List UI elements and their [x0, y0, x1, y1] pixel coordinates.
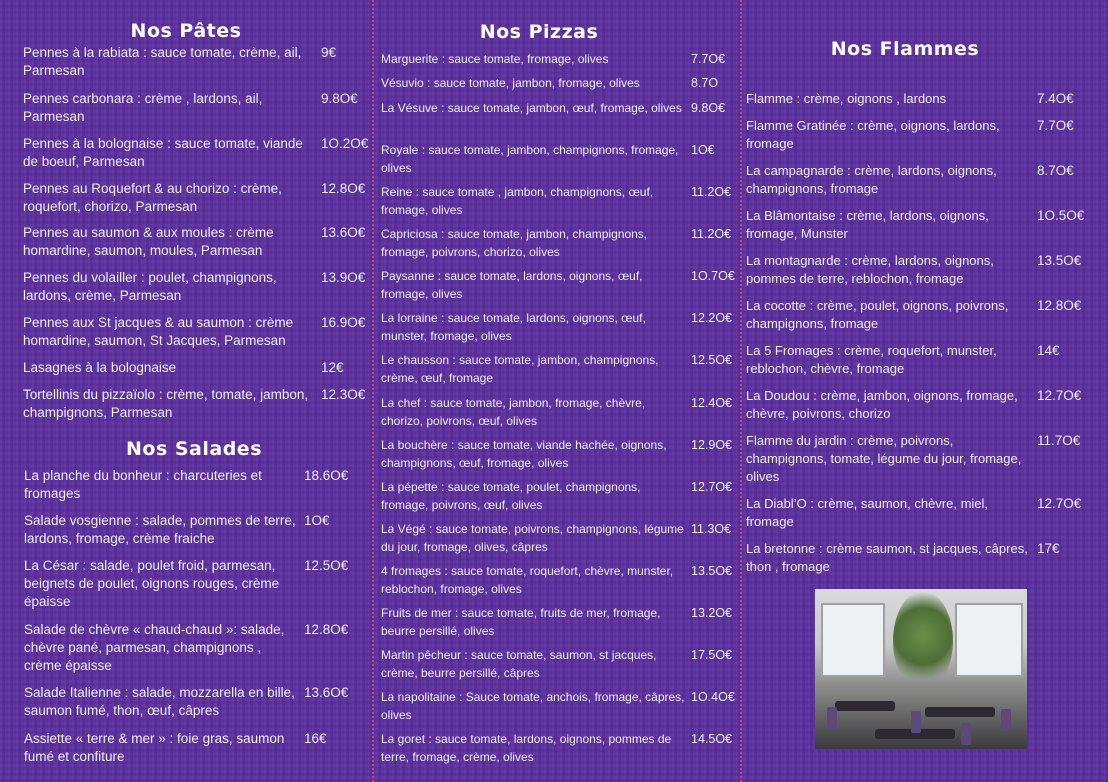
- item-price: 12.5O€: [691, 353, 733, 367]
- item-price: 11.2O€: [691, 227, 732, 241]
- item-price: 12.8O€: [1037, 298, 1082, 313]
- item-desc: Tortellinis du pizzaïolo : crème, tomate, jambon, champignons, Parmesan: [23, 387, 309, 420]
- item-price: 1O.4O€: [691, 690, 735, 704]
- item-price: 7.7O€: [691, 52, 726, 66]
- item-desc: La montagnarde : crème, lardons, oignons, pommes de terre, reblochon, fromage: [746, 253, 994, 286]
- window-shape: [821, 603, 885, 677]
- item-desc: La Blâmontaise : crème, lardons, oignons, fromage, Munster: [746, 208, 989, 241]
- item-desc: Salade Italienne : salade, mozzarella en bille, saumon fumé, thon, œuf, câpres: [24, 685, 295, 718]
- item-desc: La lorraine : sauce tomate, lardons, oignons, œuf, munster, fromage, olives: [381, 311, 646, 343]
- item-price: 12.8O€: [321, 181, 366, 196]
- item-desc: Flamme Gratinée : crème, oignons, lardons, fromage: [746, 118, 1000, 151]
- item-price: 13.6O€: [304, 685, 349, 700]
- item-price: 16.9O€: [321, 315, 366, 330]
- item-desc: Pennes à la rabiata : sauce tomate, crème, ail, Parmesan: [23, 45, 302, 78]
- item-price: 12.2O€: [691, 311, 733, 325]
- pizzas-column: [374, 0, 740, 782]
- item-desc: Pennes à la bolognaise : sauce tomate, viande de boeuf, Parmesan: [23, 136, 303, 169]
- item-desc: Capriciosa : sauce tomate, jambon, champignons, fromage, poivrons, chorizo, olives: [381, 227, 648, 259]
- item-price: 12.8O€: [304, 622, 349, 637]
- item-desc: La Végé : sauce tomate, poivrons, champignons, légume du jour, fromage, olives, câpres: [381, 522, 684, 554]
- item-desc: La cocotte : crème, poulet, oignons, poivrons, champignons, fromage: [746, 298, 1009, 331]
- item-price: 18.6O€: [304, 468, 349, 483]
- item-price: 8.7O: [691, 76, 719, 90]
- item-price: 1O.7O€: [691, 269, 735, 283]
- item-desc: Le chausson : sauce tomate, jambon, champignons, crème, œuf, fromage: [381, 353, 659, 385]
- item-desc: La pépette : sauce tomate, poulet, champignons, fromage, poivrons, œuf, olives: [381, 480, 641, 512]
- item-price: 13.5O€: [691, 564, 733, 578]
- item-price: 12.7O€: [691, 480, 733, 494]
- item-price: 9€: [321, 45, 337, 60]
- table-shape: [835, 701, 895, 711]
- item-desc: La planche du bonheur : charcuteries et fromages: [24, 468, 262, 501]
- item-desc: Royale : sauce tomate, jambon, champignons, fromage, olives: [381, 143, 679, 175]
- item-price: 13.6O€: [321, 225, 366, 240]
- item-desc: Flamme : crème, oignons , lardons: [746, 91, 947, 106]
- item-desc: La Doudou : crème, jambon, oignons, fromage, chèvre, poivrons, chorizo: [746, 388, 1018, 421]
- chair-shape: [961, 723, 971, 745]
- item-desc: Lasagnes à la bolognaise: [23, 360, 177, 375]
- item-price: 7.7O€: [1037, 118, 1074, 133]
- item-price: 1O€: [691, 143, 715, 157]
- item-desc: La napolitaine : Sauce tomate, anchois, fromage, câpres, olives: [381, 690, 685, 722]
- item-price: 12.5O€: [304, 558, 349, 573]
- window-shape: [955, 603, 1023, 677]
- item-desc: Pennes au saumon & aux moules : crème homardine, saumon, moules, Parmesan: [23, 225, 274, 258]
- item-desc: Pennes aux St jacques & au saumon : crème homardine, saumon, St Jacques, Parmesan: [23, 315, 294, 348]
- item-desc: La Diabl’O : crème, saumon, chèvre, miel, fromage: [746, 496, 989, 529]
- table-shape: [925, 707, 995, 717]
- item-desc: La goret : sauce tomate, lardons, oignons, pommes de terre, fromage, crème, olives: [381, 732, 672, 764]
- salades-heading: Nos Salades: [125, 438, 262, 460]
- item-price: 12.7O€: [1037, 496, 1082, 511]
- item-desc: La chef : sauce tomate, jambon, fromage, chèvre, chorizo, poivrons, œuf, olives: [381, 396, 646, 428]
- item-price: 14.5O€: [691, 732, 733, 746]
- item-desc: La César : salade, poulet froid, parmesan, beignets de poulet, oignons rouges, crème épaisse: [24, 558, 280, 609]
- item-price: 17.5O€: [691, 648, 733, 662]
- item-desc: La 5 Fromages : crème, roquefort, munster, reblochon, chèvre, fromage: [746, 343, 997, 376]
- item-price: 1O€: [304, 513, 330, 528]
- item-desc: Vésuvio : sauce tomate, jambon, fromage, olives: [381, 76, 640, 90]
- pates-heading: Nos Pâtes: [130, 20, 242, 42]
- item-desc: Assiette « terre & mer » : foie gras, saumon fumé et confiture: [24, 731, 285, 764]
- item-price: 12€: [321, 360, 344, 375]
- restaurant-dining-room-photo: [815, 589, 1027, 749]
- item-price: 9.8O€: [691, 101, 726, 115]
- tree-shape: [893, 591, 953, 691]
- item-price: 13.2O€: [691, 606, 733, 620]
- item-desc: La bouchère : sauce tomate, viande hachée, oignons, champignons, œuf, fromage, olives: [381, 438, 667, 470]
- item-desc: La Vésuve : sauce tomate, jambon, œuf, fromage, olives: [381, 101, 682, 115]
- item-price: 12.7O€: [1037, 388, 1082, 403]
- item-price: 9.8O€: [321, 91, 358, 106]
- item-price: 14€: [1037, 343, 1060, 358]
- item-desc: Salade de chèvre « chaud-chaud »: salade, chèvre pané, parmesan, champignons , crème épaisse: [24, 622, 285, 673]
- item-desc: Flamme du jardin : crème, poivrons, champignons, tomate, légume du jour, fromage, olives: [746, 433, 1022, 484]
- item-desc: Pennes au Roquefort & au chorizo : crème, roquefort, chorizo, Parmesan: [23, 181, 282, 214]
- item-desc: Pennes du volailler : poulet, champignons, lardons, crème, Parmesan: [23, 270, 277, 303]
- item-desc: Marguerite : sauce tomate, fromage, olives: [381, 52, 609, 66]
- item-price: 1O.2O€: [321, 136, 369, 151]
- item-price: 1O.5O€: [1037, 208, 1085, 223]
- item-desc: Paysanne : sauce tomate, lardons, oignons, œuf, fromage, olives: [381, 269, 643, 301]
- chair-shape: [827, 707, 837, 729]
- chair-shape: [911, 711, 921, 733]
- item-desc: Reine : sauce tomate , jambon, champignons, œuf, fromage, olives: [381, 185, 654, 217]
- item-price: 12.4O€: [691, 396, 733, 410]
- item-price: 13.9O€: [321, 270, 366, 285]
- item-desc: Pennes carbonara : crème , lardons, ail, Parmesan: [23, 91, 263, 124]
- item-price: 8.7O€: [1037, 163, 1074, 178]
- item-desc: La bretonne : crème saumon, st jacques, câpres, thon , fromage: [746, 541, 1028, 574]
- item-price: 12.3O€: [321, 387, 366, 402]
- item-desc: Salade vosgienne : salade, pommes de terre, lardons, fromage, crème fraiche: [24, 513, 296, 546]
- item-desc: Fruits de mer : sauce tomate, fruits de mer, fromage, beurre persillé, olives: [381, 606, 661, 638]
- item-price: 11.7O€: [1037, 433, 1081, 448]
- item-price: 11.2O€: [691, 185, 732, 199]
- item-price: 17€: [1037, 541, 1060, 556]
- item-desc: La campagnarde : crème, lardons, oignons, champignons, fromage: [746, 163, 997, 196]
- item-price: 7.4O€: [1037, 91, 1074, 106]
- chair-shape: [1001, 709, 1011, 731]
- item-price: 12.9O€: [691, 438, 733, 452]
- item-desc: 4 fromages : sauce tomate, roquefort, chèvre, munster, reblochon, fromage, olives: [381, 564, 674, 596]
- item-desc: Martin pêcheur : sauce tomate, saumon, st jacques, crème, beurre persillé, câpres: [381, 648, 657, 680]
- item-price: 13.5O€: [1037, 253, 1082, 268]
- flammes-heading: Nos Flammes: [830, 38, 980, 60]
- pizzas-heading: Nos Pizzas: [479, 21, 599, 43]
- item-price: 11.3O€: [691, 522, 732, 536]
- item-price: 16€: [304, 731, 327, 746]
- pates-salades-column: [0, 0, 372, 782]
